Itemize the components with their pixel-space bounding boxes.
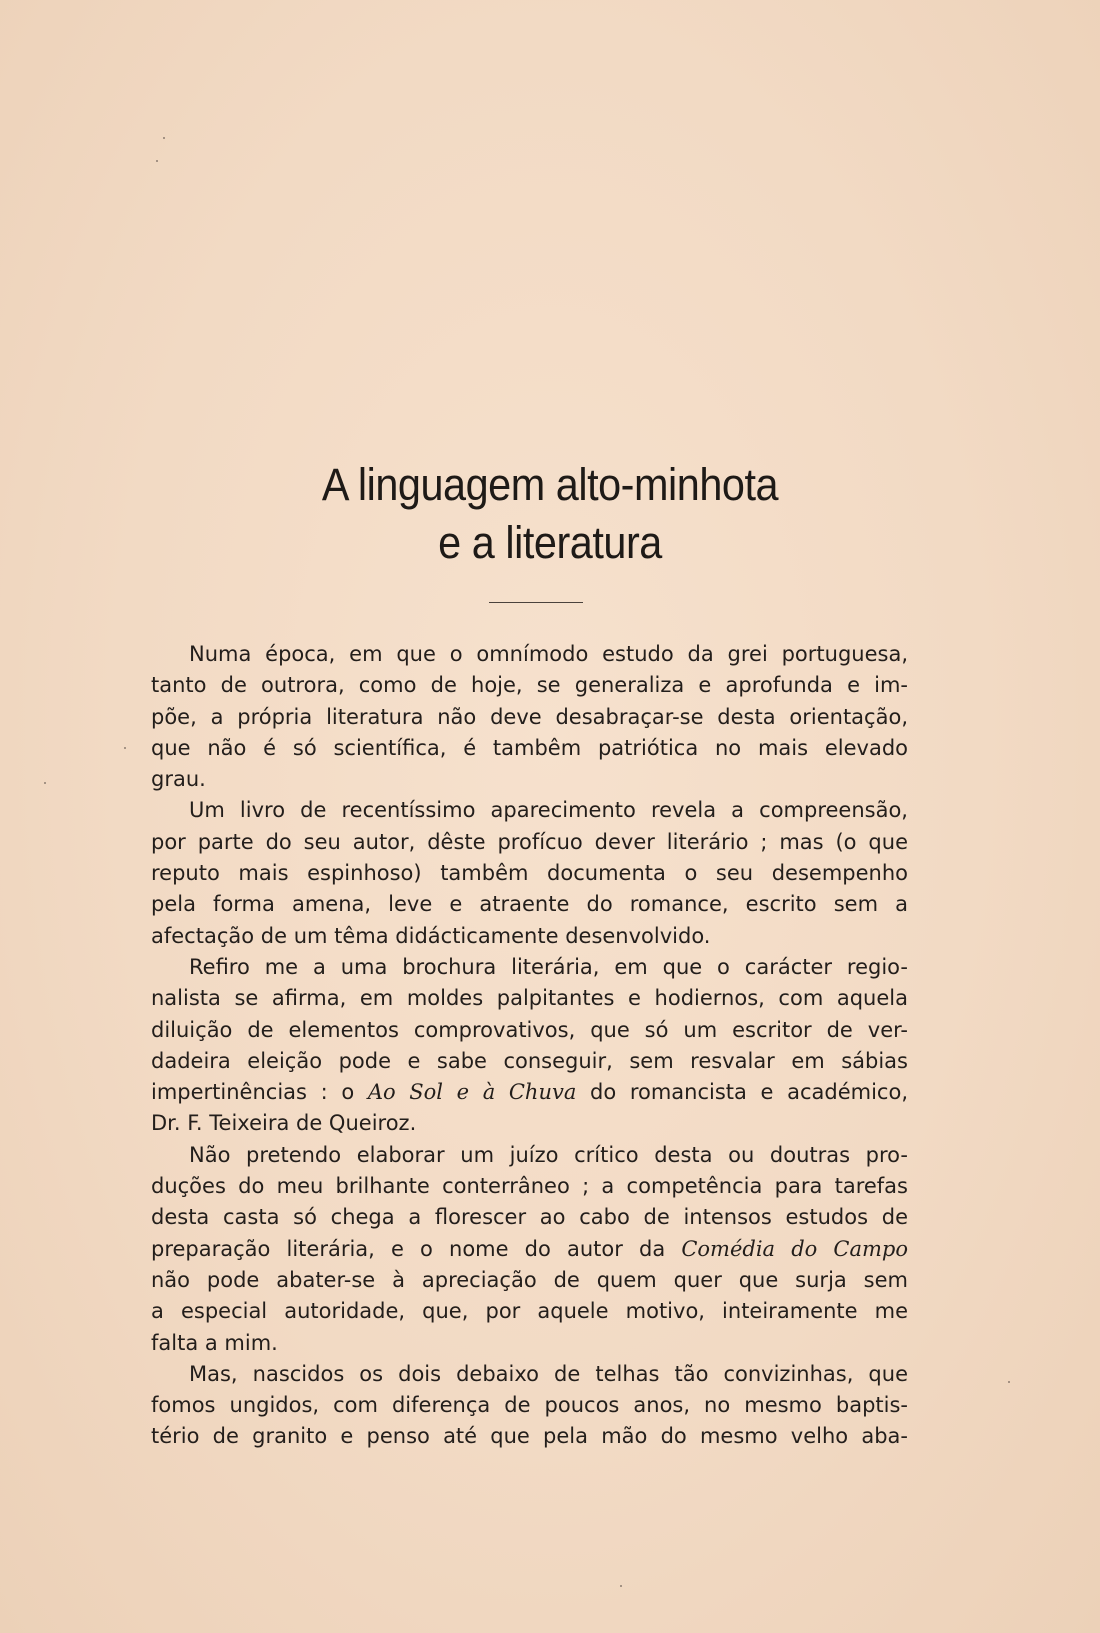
text-line: por parte do seu autor, dêste profícuo dever literário ; mas (o que	[151, 829, 908, 854]
chapter-title	[0, 456, 1100, 572]
paper-speck	[124, 747, 126, 749]
text-line: Dr. F. Teixeira de Queiroz.	[151, 1111, 417, 1136]
text-line: duções do meu brilhante conterrâneo ; a competência para tarefas	[151, 1174, 908, 1199]
text-line: reputo mais espinhoso) tambêm documenta o seu desempenho	[151, 861, 908, 886]
text-line: Um livro de recentíssimo aparecimento revela a compreensão,	[189, 798, 908, 823]
title-divider-rule	[489, 602, 583, 603]
text-line: pela forma amena, leve e atraente do romance, escrito sem a	[151, 892, 908, 917]
text-line: tanto de outrora, como de hoje, se generaliza e aprofunda e im-	[151, 673, 908, 698]
paper-speck	[620, 1585, 622, 1587]
text-line-with-book-title	[151, 1077, 908, 1108]
text-line: a especial autoridade, que, por aquele motivo, inteiramente me	[151, 1299, 908, 1324]
chapter-title-line-1: A linguagem alto-minhota	[321, 459, 779, 510]
text-line: dadeira eleição pode e sabe conseguir, sem resvalar em sábias	[151, 1048, 908, 1073]
text-segment: do romancista e académico,	[576, 1080, 908, 1105]
chapter-title-line-2: e a literatura	[438, 517, 662, 568]
text-line: fomos ungidos, com diferença de poucos anos, no mesmo baptis-	[151, 1393, 908, 1418]
text-line: falta a mim.	[151, 1330, 278, 1355]
text-line: nalista se afirma, em moldes palpitantes e hodiernos, com aquela	[151, 986, 908, 1011]
text-line: grau.	[151, 767, 206, 792]
book-title-comedia-do-campo: Comédia do Campo	[681, 1236, 908, 1261]
text-line: afectação de um têma didácticamente desenvolvido.	[151, 923, 711, 948]
paper-speck	[44, 782, 46, 784]
paper-speck	[163, 137, 165, 139]
paper-speck	[156, 160, 158, 162]
text-line: diluição de elementos comprovativos, que só um escritor de ver-	[151, 1017, 908, 1042]
text-line: põe, a própria literatura não deve desabraçar-se desta orientação,	[151, 704, 908, 729]
text-line: Mas, nascidos os dois debaixo de telhas tão convizinhas, que	[189, 1361, 908, 1386]
text-line: que não é só scientífica, é tambêm patriótica no mais elevado	[151, 735, 908, 760]
text-line: desta casta só chega a florescer ao cabo de intensos estudos de	[151, 1205, 908, 1230]
text-line: Refiro me a uma brochura literária, em que o carácter regio-	[189, 954, 908, 979]
text-line-with-book-title	[151, 1234, 908, 1265]
text-line: Não pretendo elaborar um juízo crítico desta ou doutras pro-	[189, 1142, 908, 1167]
text-line: tério de granito e penso até que pela mão do mesmo velho aba-	[151, 1424, 908, 1449]
text-line: Numa época, em que o omnímodo estudo da grei portuguesa,	[189, 642, 908, 666]
text-segment: preparação literária, e o nome do autor da	[151, 1236, 682, 1261]
book-title-ao-sol-e-a-chuva: Ao Sol e à Chuva	[367, 1080, 577, 1105]
text-line: não pode abater-se à apreciação de quem quer que surja sem	[151, 1267, 908, 1292]
text-segment: impertinências : o	[151, 1080, 368, 1105]
paper-speck	[1008, 1381, 1010, 1383]
body-text	[151, 639, 908, 1453]
